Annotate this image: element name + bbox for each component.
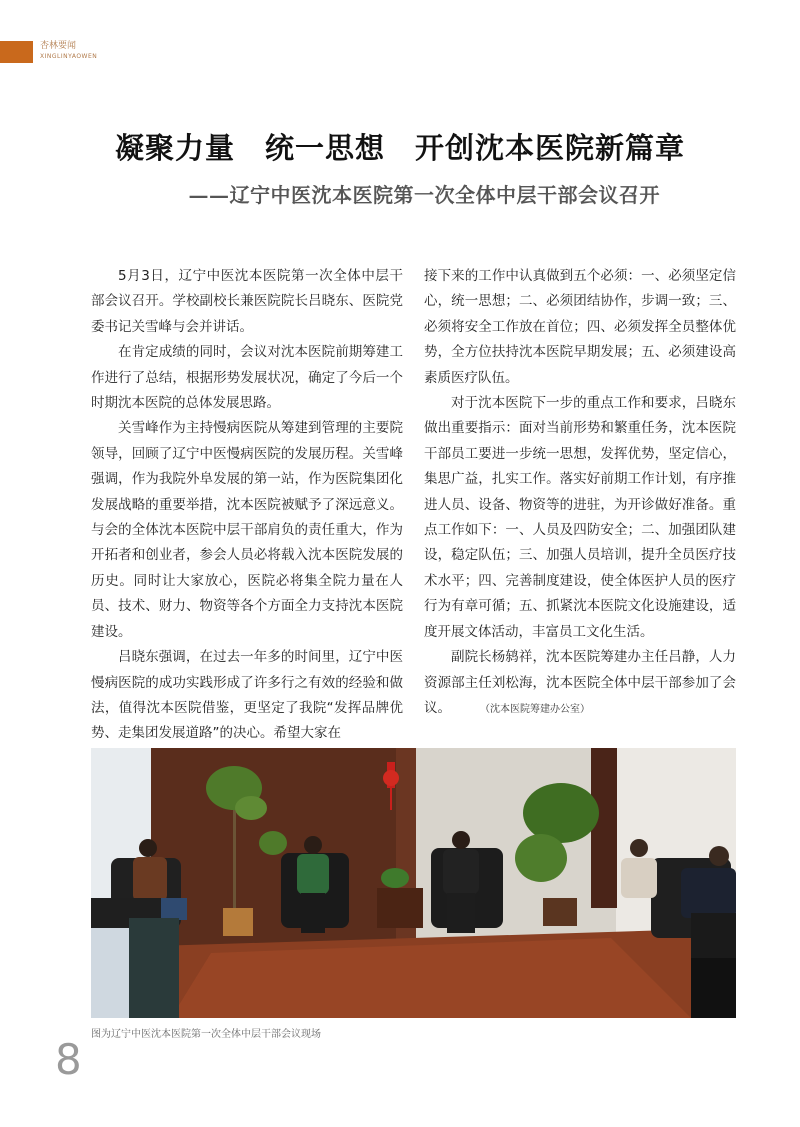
page-number: 8: [55, 1035, 82, 1084]
photo-caption: 图为辽宁中医沈本医院第一次全体中层干部会议现场: [91, 1029, 321, 1040]
article-column-left: [91, 264, 403, 747]
paragraph: 关雪峰作为主持慢病医院从筹建到管理的主要院领导，回顾了辽宁中医慢病医院的发展历程。关雪峰强调，作为我院外阜发展的第一站，作为医院集团化发展战略的重要举措，沈本医院被赋予了深远意义。与会的全体沈本医院中层干部肩负的责任重大，作为开拓者和创业者，参会人员必将载入沈本医院发展的历史。同时让大家放心，医院必将集全院力量在人员、技术、财力、物资等各个方面全力支持沈本医院建设。: [91, 420, 403, 640]
paragraph: 吕晓东强调，在过去一年多的时间里，辽宁中医慢病医院的成功实践形成了许多行之有效的经验和做法，值得沈本医院借鉴，更坚定了我院“发挥品牌优势、走集团发展道路”的决心。希望大家在: [91, 649, 403, 742]
article-column-right: [424, 264, 736, 722]
paragraph: 对于沈本医院下一步的重点工作和要求，吕晓东做出重要指示：面对当前形势和繁重任务，沈本医院干部员工要进一步统一思想，发挥优势，坚定信心，集思广益，扎实工作。落实好前期工作计划，有序推进人员、设备、物资等的进驻，为开诊做好准备。重点工作如下：一、人员及四防安全；二、加强团队建设，稳定队伍；三、加强人员培训，提升全员医疗技术水平；四、完善制度建设，使全体医护人员的医疗行为有章可循；五、抓紧沈本医院文化设施建设，适度开展文体活动，丰富员工文化生活。: [424, 395, 736, 640]
paragraph-final: [424, 645, 736, 722]
meeting-photo: [91, 748, 736, 1018]
article-title: 凝聚力量 统一思想 开创沈本医院新篇章: [114, 131, 685, 165]
paragraph-continuation: 接下来的工作中认真做到五个必须：一、必须坚定信心，统一思想；二、必须团结协作，步调一致；三、必须将安全工作放在首位；四、必须发挥全员整体优势，全方位扶持沈本医院早期发展；五、必须建设高素质医疗队伍。: [424, 268, 736, 386]
paragraph: 在肯定成绩的同时，会议对沈本医院前期筹建工作进行了总结，根据形势发展状况，确定了今后一个时期沈本医院的总体发展思路。: [91, 344, 403, 412]
section-tab-block: [0, 41, 33, 63]
section-label: 杏林要闻: [40, 41, 77, 51]
section-label-pinyin: XINGLINYAOWEN: [40, 53, 98, 60]
paragraph: 5月3日，辽宁中医沈本医院第一次全体中层干部会议召开。学校副校长兼医院院长吕晓东、医院党委书记关雪峰与会并讲话。: [91, 268, 403, 335]
article-credit: （沈本医院筹建办公室）: [485, 703, 590, 715]
article-subtitle: ——辽宁中医沈本医院第一次全体中层干部会议召开: [188, 183, 660, 207]
final-text: 副院长杨鸫祥，沈本医院筹建办主任吕静，人力资源部主任刘松海，沈本医院全体中层干部参加了会议。: [424, 649, 736, 716]
meeting-photo-illustration: [91, 748, 736, 1018]
